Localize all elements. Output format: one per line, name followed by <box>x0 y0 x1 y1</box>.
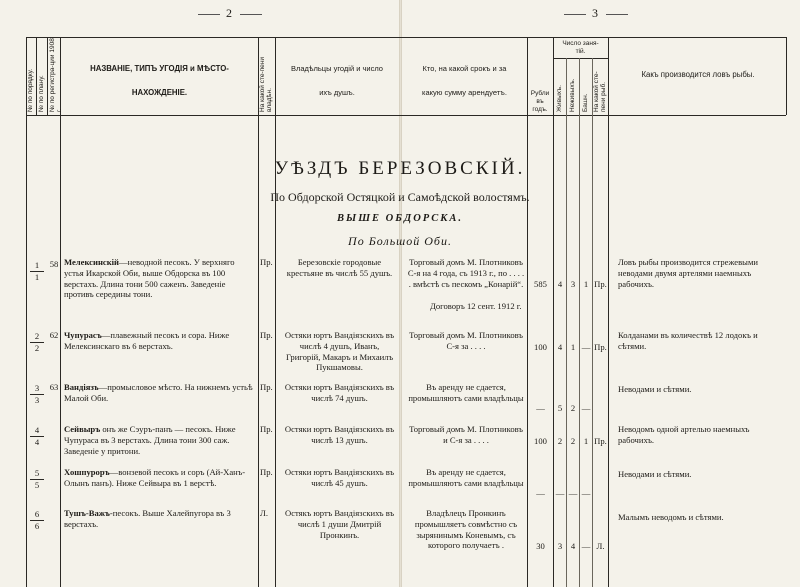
header-col-owners: Владѣльцы угодій и число ихъ душъ. <box>291 64 383 97</box>
row-count-tower: — <box>581 488 591 498</box>
row-count-alive: 4 <box>557 279 563 289</box>
row-rights: Пр. <box>260 257 273 267</box>
row-reg-number: 62 <box>49 330 59 340</box>
row-lease: Въ аренду не сдается, промышляютъ сами владѣльцы <box>408 467 524 488</box>
row-count-dead: 2 <box>570 403 576 413</box>
row-owners: Остяки юртъ Вандіязскихъ въ числѣ 13 душъ. <box>284 424 395 445</box>
row-rub: — <box>536 488 545 498</box>
uezd-title: УѢЗДЪ БЕРЕЗОВСКІЙ. <box>274 158 526 179</box>
row-count-alive: — <box>555 488 565 498</box>
col-divider <box>553 37 554 587</box>
row-rub: — <box>536 403 545 413</box>
row-lease: Торговый домъ М. Плотниковъ и С-я за . . . . <box>409 424 523 445</box>
header-col-order: № по порядку. <box>27 68 34 112</box>
row-rights: Л. <box>260 508 268 518</box>
row-count-tower: — <box>581 541 591 551</box>
page-number-right: 3 <box>558 6 634 21</box>
header-top-rule <box>26 37 786 38</box>
row-number: 2 2 <box>30 332 44 353</box>
row-count-degree: Пр. <box>594 342 607 352</box>
row-count-tower: — <box>581 342 591 352</box>
row-rights: Пр. <box>260 424 273 434</box>
header-col-rights: На какой сте-пени владѣн. <box>259 57 273 112</box>
row-count-degree: Пр. <box>594 279 607 289</box>
row-name: Хошпуроръ—вонзевой песокъ и соръ (Ай-Ханъ-Олынъ панъ). Ниже Сейвыра въ 1 верстѣ. <box>64 467 246 488</box>
row-count-dead: 2 <box>570 436 576 446</box>
col-divider <box>36 37 37 115</box>
header-col-rub: Рубли въ годъ. <box>530 90 550 113</box>
row-rights: Пр. <box>260 467 273 477</box>
header-count-dead: Неживыхъ. <box>569 78 576 112</box>
row-lease: Владѣлецъ Пронкинъ промышляетъ совмѣстно съ зырянинымъ Коневымъ, съ которого получаетъ . <box>414 508 518 551</box>
row-rub: 100 <box>534 436 547 446</box>
table-right-border <box>786 37 787 115</box>
page-number-left: 2 <box>192 6 268 21</box>
header-count-alive: Живыхъ. <box>556 85 563 112</box>
row-count-dead: 3 <box>570 279 576 289</box>
row-count-dead: — <box>568 488 578 498</box>
row-count-degree: Л. <box>596 541 605 551</box>
row-fishing: Колданами въ количествѣ 12 лодокъ и сѣтями. <box>618 330 758 351</box>
col-divider <box>527 37 528 587</box>
row-reg-number: 58 <box>49 259 59 269</box>
row-rights: Пр. <box>260 382 273 392</box>
row-owners: Остякъ юртъ Вандіязскихъ въ числѣ 1 души Дмитрій Пронкинъ. <box>284 508 395 540</box>
row-reg-number: 63 <box>49 382 59 392</box>
count-subheader-rule <box>553 58 608 59</box>
row-fishing: Ловъ рыбы производится стрежевыми неводами двумя артелями наемныхъ рабочихъ. <box>618 257 758 289</box>
row-count-alive: 4 <box>557 342 563 352</box>
row-count-dead: 1 <box>570 342 576 352</box>
row-number: 5 5 <box>30 469 44 490</box>
col-divider <box>258 37 259 587</box>
row-lease: Торговый домъ М. Плотниковъ С-я за . . . . <box>409 330 523 351</box>
header-count-tower: Башн. <box>582 93 589 112</box>
row-owners: Остяки юртъ Вандіязскихъ въ числѣ 45 душъ. <box>284 467 395 488</box>
section-subtitle: ВЫШЕ ОБДОРСКА. <box>337 213 463 224</box>
row-fishing: Неводомъ одной артелью наемныхъ рабочихъ. <box>618 424 750 445</box>
row-count-degree: Пр. <box>594 436 607 446</box>
row-name: Чупурасъ—плавежный песокъ и сора. Ниже Мелексинскаго въ 6 верстахъ. <box>64 330 230 351</box>
row-count-alive: 2 <box>557 436 563 446</box>
row-owners: Остяки юртъ Вандіязскихъ въ числѣ 4 душъ, Иванъ, Григорій, Макаръ и Михаилъ Пукшамовы. <box>284 330 395 373</box>
row-number: 6 6 <box>30 510 44 531</box>
header-bottom-rule <box>26 115 786 116</box>
header-col-name: НАЗВАНІЕ, ТИПЪ УГОДІЯ и МѢСТО- НАХОЖДЕНІЕ. <box>90 64 229 97</box>
col-divider <box>608 37 609 587</box>
row-owners: Остяки юртъ Вандіязскихъ въ числѣ 74 душъ. <box>284 382 395 403</box>
river-title: По Большой Оби. <box>348 234 452 248</box>
header-count-degree: На какой сте-пени рыб. <box>593 71 607 112</box>
row-fishing: Малымъ неводомъ и сѣтями. <box>618 512 724 522</box>
row-lease: Въ аренду не сдается, промышляютъ сами владѣльцы <box>408 382 524 403</box>
header-col-count: Число заня- тій. <box>562 40 599 55</box>
table-left-border <box>26 37 27 587</box>
header-col-reg: № по регистра-ции 1908 г. <box>49 38 63 112</box>
row-count-tower: 1 <box>583 279 589 289</box>
row-fishing: Неводами и сѣтями. <box>618 384 692 394</box>
col-divider <box>47 37 48 115</box>
row-count-tower: 1 <box>583 436 589 446</box>
row-owners: Березовскіе городовые крестьяне въ числѣ 55 душъ. <box>286 257 393 278</box>
row-count-dead: 4 <box>570 541 576 551</box>
row-name: Вандіязъ—промысловое мѣсто. На нижнемъ устьѣ Малой Оби. <box>64 382 253 403</box>
col-divider <box>60 37 61 587</box>
header-col-fishing: Какъ производится ловъ рыбы. <box>641 70 755 79</box>
row-fishing: Неводами и сѣтями. <box>618 469 692 479</box>
row-name: Сейвыръ онъ же Сэуръ-панъ — песокъ. Ниже Чупураса въ 3 верстахъ. Длина тони 300 саж. Заведеніе у притони. <box>64 424 236 456</box>
header-col-lease: Кто, на какой срокъ и за какую сумму арендуетъ. <box>422 64 507 97</box>
row-name: Тушъ-Важъ-песокъ. Выше Халейпугора въ 3 верстахъ. <box>64 508 231 529</box>
col-divider <box>592 58 593 587</box>
row-count-alive: 5 <box>557 403 563 413</box>
header-col-plan: № по плану. <box>38 75 45 112</box>
col-divider <box>275 37 276 587</box>
row-rights: Пр. <box>260 330 273 340</box>
row-count-tower: — <box>581 403 591 413</box>
row-rub: 585 <box>534 279 547 289</box>
book-gutter <box>399 0 402 587</box>
row-lease: Торговый домъ М. Плотниковъ С-я на 4 года, съ 1913 г., по . . . . . вмѣстѣ съ пескомъ „Конарій“. <box>407 257 525 289</box>
volost-title: По Обдорской Остяцкой и Самоѣдской волостямъ. <box>270 190 530 204</box>
col-divider <box>566 58 567 587</box>
row-lease-contract: Договоръ 12 сент. 1912 г. <box>430 301 522 311</box>
row-name: Мелексинскій—неводной песокъ. У верхняго устья Икарской Оби, выше Обдорска въ 100 верстахъ. Длина тони 500 саженъ. Заведеніе противъ середины тони. <box>64 257 235 300</box>
row-number: 1 1 <box>30 261 44 282</box>
row-rub: 100 <box>534 342 547 352</box>
row-number: 4 4 <box>30 426 44 447</box>
col-divider <box>579 58 580 587</box>
row-count-alive: 3 <box>557 541 563 551</box>
row-number: 3 3 <box>30 384 44 405</box>
row-rub: 30 <box>536 541 545 551</box>
